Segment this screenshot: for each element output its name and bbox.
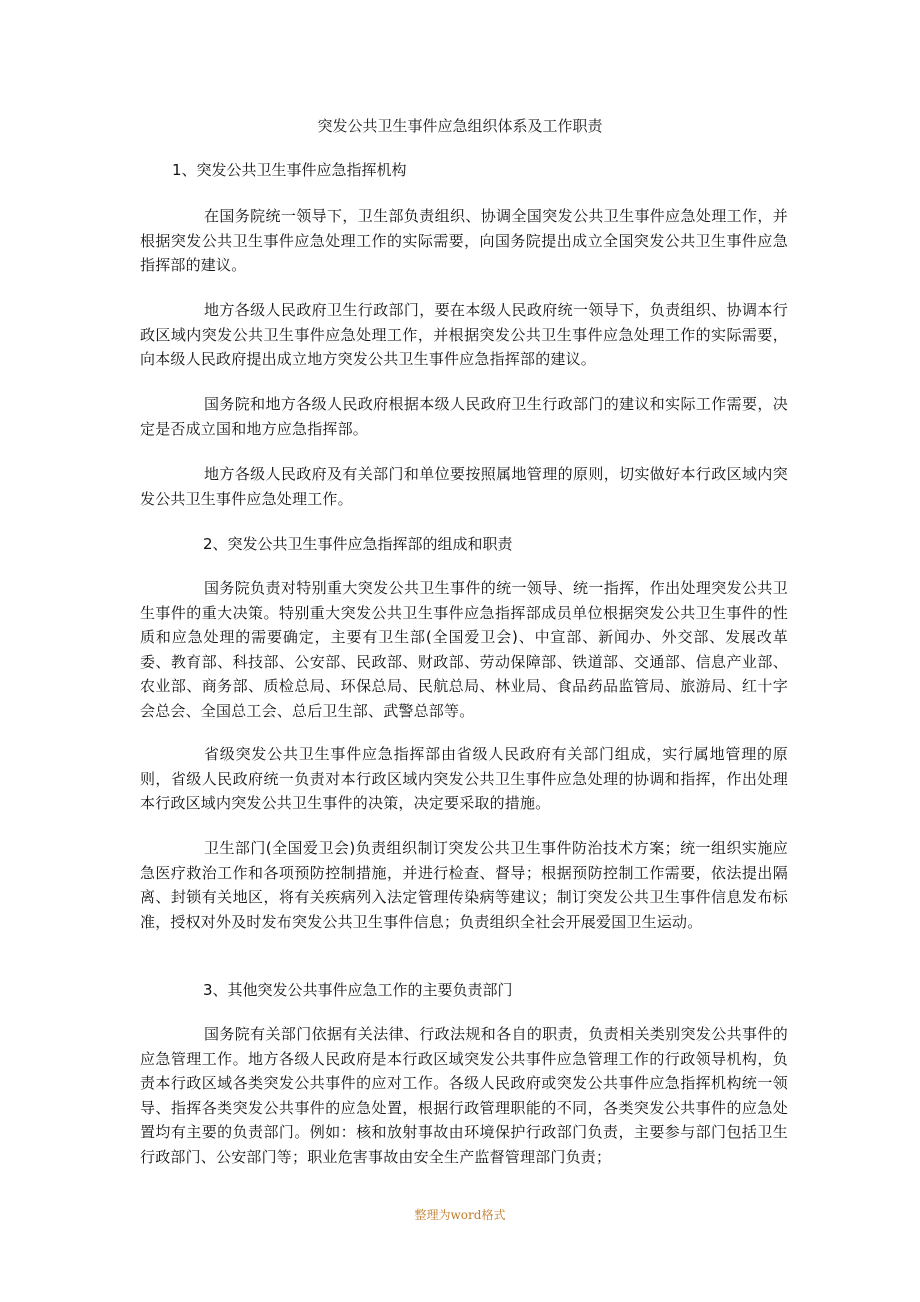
page-footer: 整理为word格式 xyxy=(414,1208,506,1222)
paragraph: 国务院和地方各级人民政府根据本级人民政府卫生行政部门的建议和实际工作需要，决定是否成立国和地方应急指挥部。 xyxy=(140,395,788,438)
paragraph: 卫生部门(全国爱卫会)负责组织制订突发公共卫生事件防治技术方案；统一组织实施应急医疗救治工作和各项预防控制措施，并进行检查、督导；根据预防控制工作需要，依法提出隔离、封锁有关地区，将有关疾病列入法定管理传染病等建议；制订突发公共卫生事件信息发布标准，授权对外及时发布突发公共卫生事件信息；负责组织全社会开展爱国卫生运动。 xyxy=(140,839,788,931)
paragraph: 地方各级人民政府及有关部门和单位要按照属地管理的原则，切实做好本行政区域内突发公共卫生事件应急处理工作。 xyxy=(140,465,788,508)
paragraph: 省级突发公共卫生事件应急指挥部由省级人民政府有关部门组成，实行属地管理的原则，省级人民政府统一负责对本行政区域内突发公共卫生事件应急处理的协调和指挥，作出处理本行政区域内突发公共卫生事件的决策，决定要采取的措施。 xyxy=(140,745,788,813)
section-heading-1: 1、突发公共卫生事件应急指挥机构 xyxy=(172,161,407,179)
paragraph: 国务院有关部门依据有关法律、行政法规和各自的职责，负责相关类别突发公共事件的应急管理工作。地方各级人民政府是本行政区域突发公共事件应急管理工作的行政领导机构，负责本行政区域各类突发公共事件的应对工作。各级人民政府或突发公共事件应急指挥机构统一领导、指挥各类突发公共事件的应急处置，根据行政管理职能的不同，各类突发公共事件的应急处置均有主要的负责部门。例如：核和放射事故由环境保护行政部门负责，主要参与部门包括卫生行政部门、公安部门等；职业危害事故由安全生产监督管理部门负责； xyxy=(140,1025,788,1166)
section-heading-2: 2、突发公共卫生事件应急指挥部的组成和职责 xyxy=(203,535,513,553)
document-title: 突发公共卫生事件应急组织体系及工作职责 xyxy=(317,117,603,135)
paragraph: 地方各级人民政府卫生行政部门，要在本级人民政府统一领导下，负责组织、协调本行政区域内突发公共卫生事件应急处理工作，并根据突发公共卫生事件应急处理工作的实际需要，向本级人民政府提出成立地方突发公共卫生事件应急指挥部的建议。 xyxy=(140,301,788,369)
paragraph: 国务院负责对特别重大突发公共卫生事件的统一领导、统一指挥，作出处理突发公共卫生事件的重大决策。特别重大突发公共卫生事件应急指挥部成员单位根据突发公共卫生事件的性质和应急处理的需要确定，主要有卫生部(全国爱卫会)、中宣部、新闻办、外交部、发展改革委、教育部、科技部、公安部、民政部、财政部、劳动保障部、铁道部、交通部、信息产业部、农业部、商务部、质检总局、环保总局、民航总局、林业局、食品药品监管局、旅游局、红十字会总会、全国总工会、总后卫生部、武警总部等。 xyxy=(140,579,788,720)
section-heading-3: 3、其他突发公共事件应急工作的主要负责部门 xyxy=(203,981,513,999)
paragraph: 在国务院统一领导下，卫生部负责组织、协调全国突发公共卫生事件应急处理工作，并根据突发公共卫生事件应急处理工作的实际需要，向国务院提出成立全国突发公共卫生事件应急指挥部的建议。 xyxy=(140,207,788,275)
